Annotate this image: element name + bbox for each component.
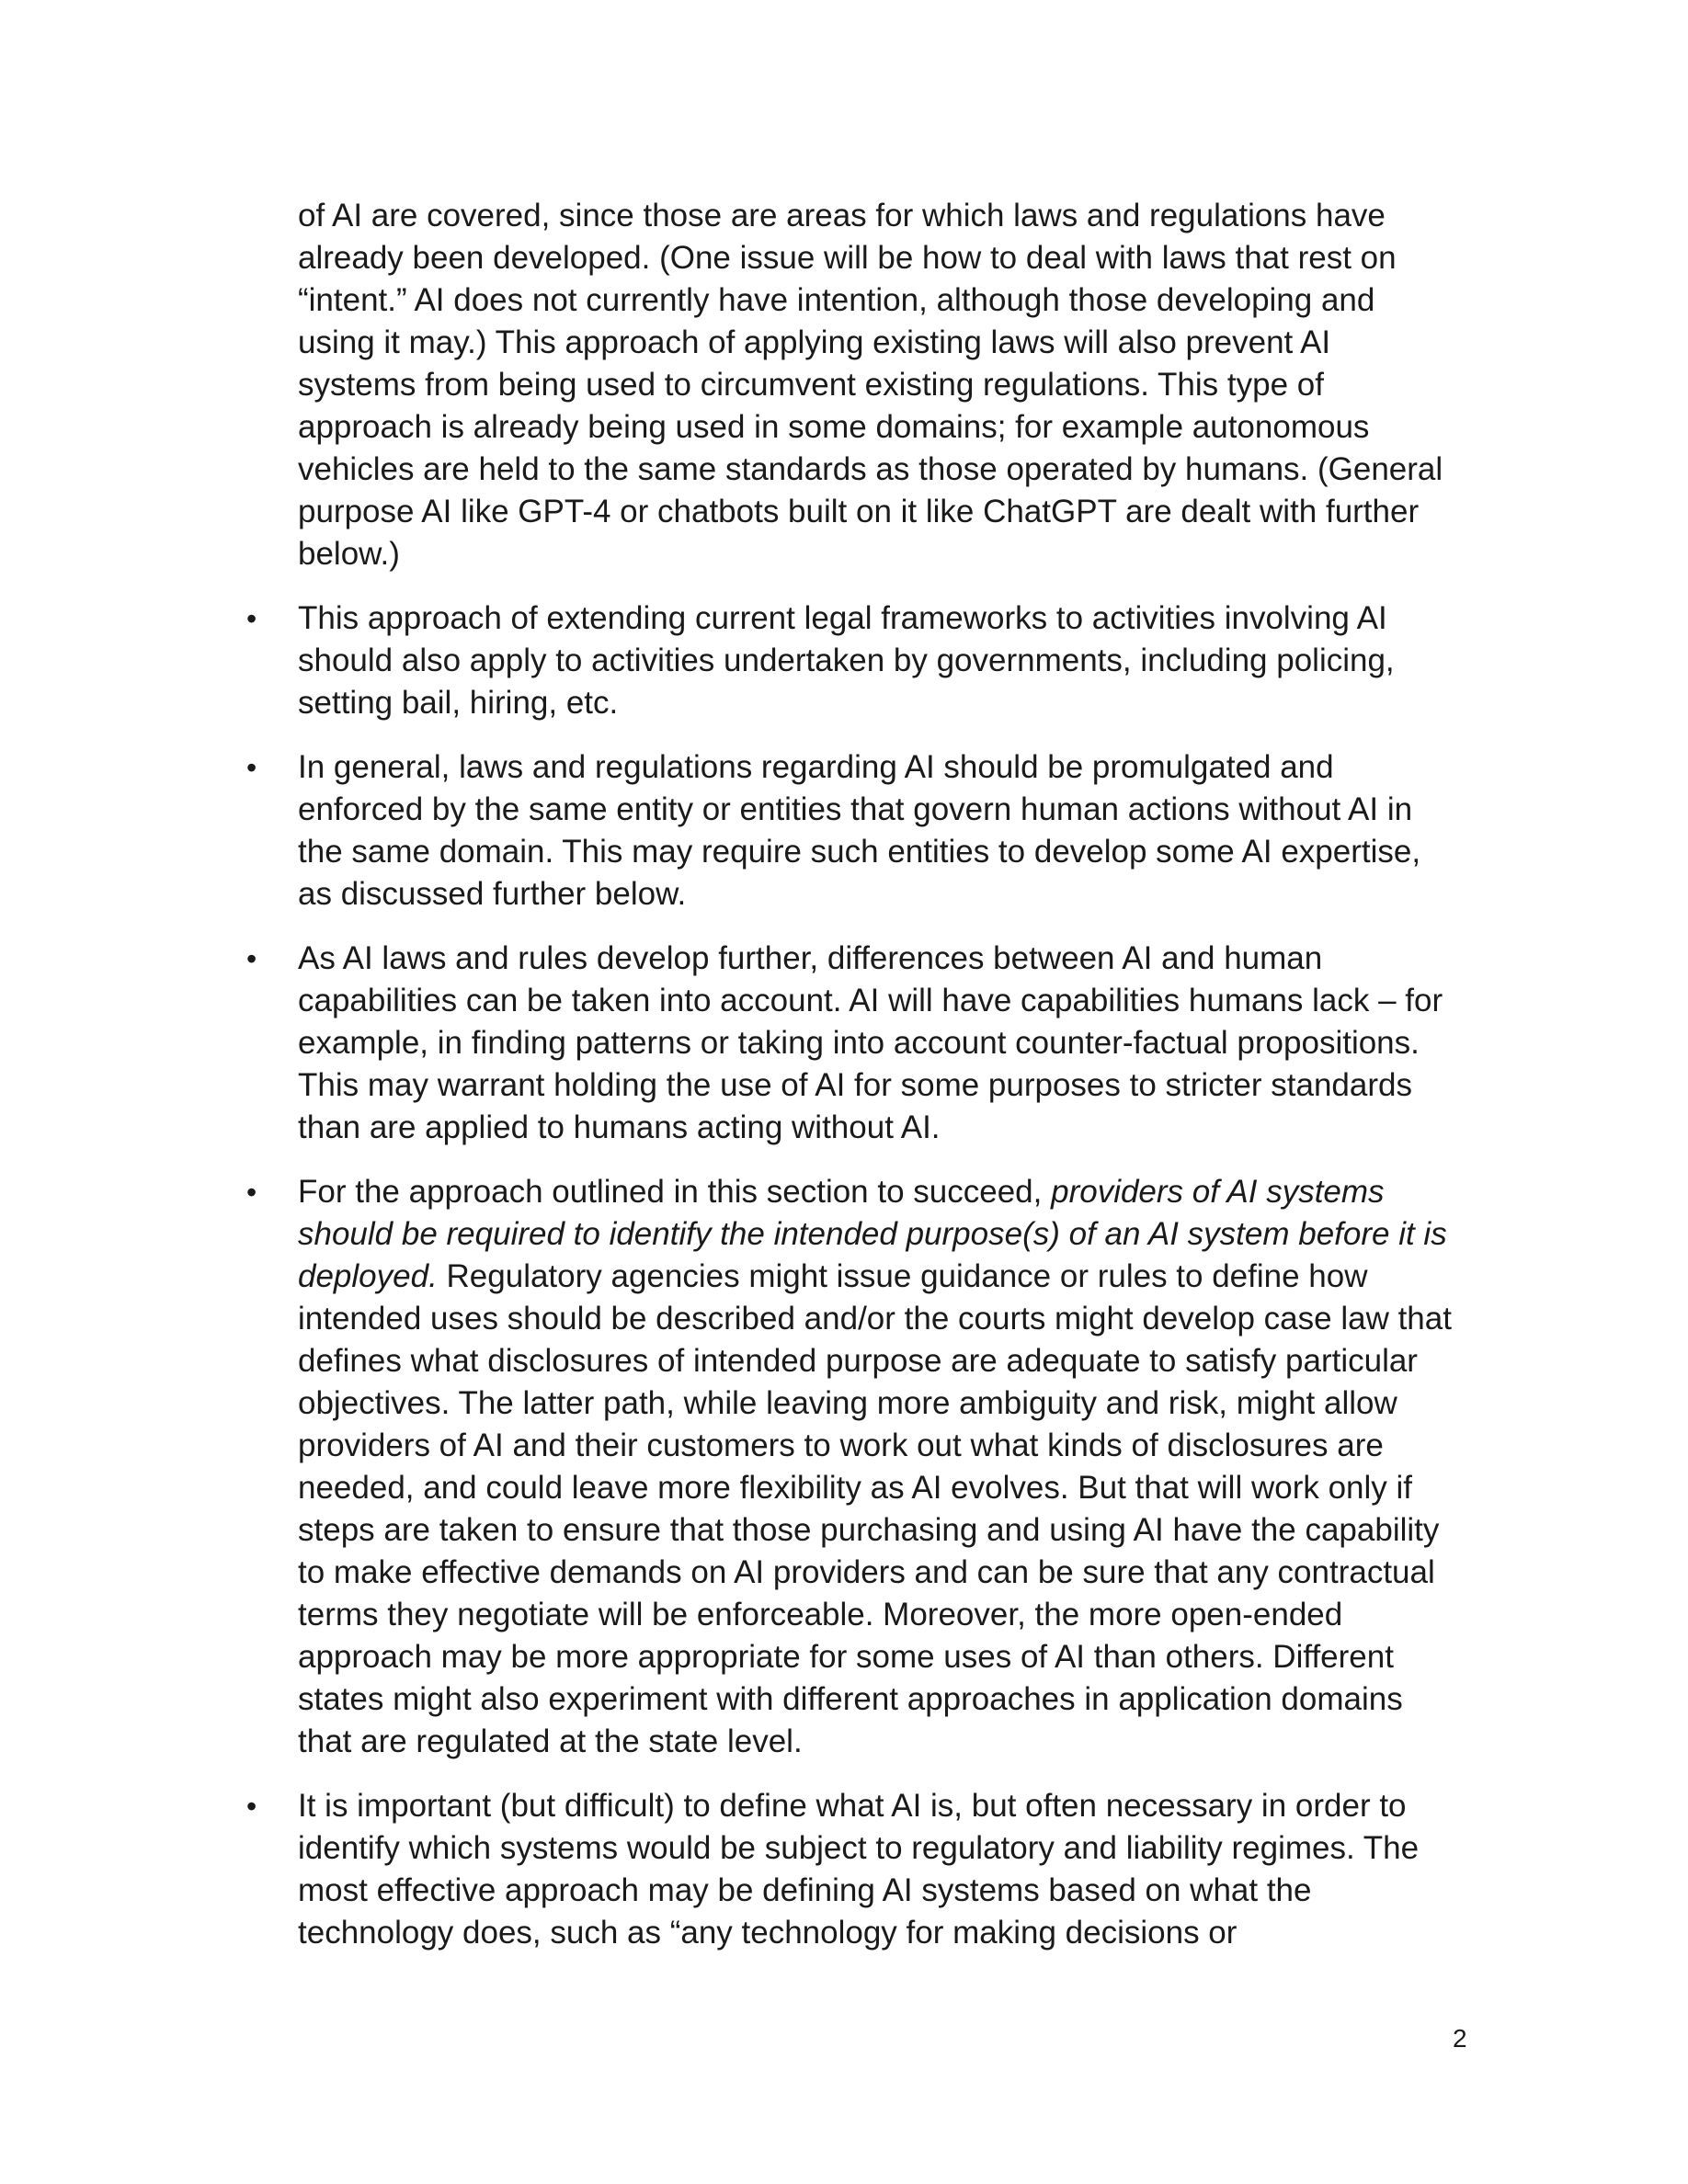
bullet-item-ai-capabilities: [246, 938, 1488, 1149]
text-line: setting bail, hiring, etc.: [298, 685, 619, 721]
text-line: than are applied to humans acting without AI.: [298, 1109, 941, 1145]
plain-text: For the approach outlined in this section to succeed,: [298, 1174, 1052, 1210]
text-line: enforced by the same entity or entities that govern human actions without AI in: [298, 791, 1413, 827]
text-line: vehicles are held to the same standards as those operated by humans. (General: [298, 451, 1443, 487]
text-line: below.): [298, 536, 400, 572]
text-line: technology does, such as “any technology for making decisions or: [298, 1915, 1237, 1951]
bullet-item-government-activities: [246, 597, 1488, 724]
text-line: approach may be more appropriate for some uses of AI than others. Different: [298, 1639, 1394, 1675]
text-line: systems from being used to circumvent existing regulations. This type of: [298, 367, 1324, 403]
text-line: steps are taken to ensure that those purchasing and using AI have the capability: [298, 1512, 1440, 1548]
text-line: purpose AI like GPT-4 or chatbots built on it like ChatGPT are dealt with further: [298, 494, 1420, 529]
text-line: terms they negotiate will be enforceable. Moreover, the more open-ended: [298, 1597, 1343, 1632]
italic-text-line: should be required to identify the intended purpose(s) of an AI system before it is: [298, 1216, 1447, 1252]
text-line: [298, 1171, 1488, 1213]
bullet-icon: •: [246, 1176, 257, 1209]
text-line: This approach of extending current legal frameworks to activities involving AI: [298, 600, 1387, 636]
text-line: to make effective demands on AI providers and can be sure that any contractual: [298, 1554, 1435, 1590]
text-line: providers of AI and their customers to work out what kinds of disclosures are: [298, 1428, 1384, 1463]
page-number: 2: [1453, 2024, 1467, 2053]
text-line: already been developed. (One issue will be how to deal with laws that rest on: [298, 240, 1397, 276]
text-line: example, in finding patterns or taking into account counter-factual propositions.: [298, 1025, 1420, 1061]
text-line: states might also experiment with different approaches in application domains: [298, 1681, 1403, 1717]
bullet-icon: •: [246, 751, 257, 784]
italic-text: deployed.: [298, 1258, 438, 1294]
text-line: capabilities can be taken into account. AI will have capabilities humans lack – for: [298, 983, 1443, 1018]
bullet-icon: •: [246, 602, 257, 635]
text-line: objectives. The latter path, while leaving more ambiguity and risk, might allow: [298, 1385, 1397, 1421]
text-line: “intent.” AI does not currently have intention, although those developing and: [298, 282, 1375, 318]
bullet-item-define-ai: [246, 1785, 1488, 1954]
body-text: [246, 195, 1488, 1976]
text-line: most effective approach may be defining AI systems based on what the: [298, 1872, 1312, 1908]
text-line: identify which systems would be subject to regulatory and liability regimes. The: [298, 1830, 1420, 1866]
text-line: In general, laws and regulations regarding AI should be promulgated and: [298, 749, 1334, 785]
text-line: It is important (but difficult) to define what AI is, but often necessary in order to: [298, 1788, 1407, 1824]
text-line: As AI laws and rules develop further, differences between AI and human: [298, 940, 1323, 976]
text-line: as discussed further below.: [298, 876, 687, 912]
plain-text: Regulatory agencies might issue guidance or rules to define how: [437, 1258, 1368, 1294]
text-line: defines what disclosures of intended purpose are adequate to satisfy particular: [298, 1343, 1418, 1379]
continuation-paragraph: [246, 195, 1488, 575]
text-line: needed, and could leave more flexibility as AI evolves. But that will work only if: [298, 1470, 1413, 1506]
text-line: [298, 1256, 1488, 1298]
text-line: approach is already being used in some domains; for example autonomous: [298, 409, 1370, 445]
text-line: intended uses should be described and/or the courts might develop case law that: [298, 1301, 1452, 1337]
text-line: This may warrant holding the use of AI for some purposes to stricter standards: [298, 1067, 1412, 1103]
text-line: of AI are covered, since those are areas for which laws and regulations have: [298, 198, 1386, 233]
text-line: should also apply to activities undertaken by governments, including policing,: [298, 643, 1395, 678]
bullet-icon: •: [246, 1790, 257, 1823]
text-line: the same domain. This may require such entities to develop some AI expertise,: [298, 834, 1421, 870]
bullet-icon: •: [246, 942, 257, 975]
bullet-item-intended-purpose: [246, 1171, 1488, 1763]
italic-text: providers of AI systems: [1051, 1174, 1385, 1210]
text-line: that are regulated at the state level.: [298, 1723, 803, 1759]
text-line: using it may.) This approach of applying existing laws will also prevent AI: [298, 324, 1331, 360]
bullet-item-same-entities: [246, 746, 1488, 916]
